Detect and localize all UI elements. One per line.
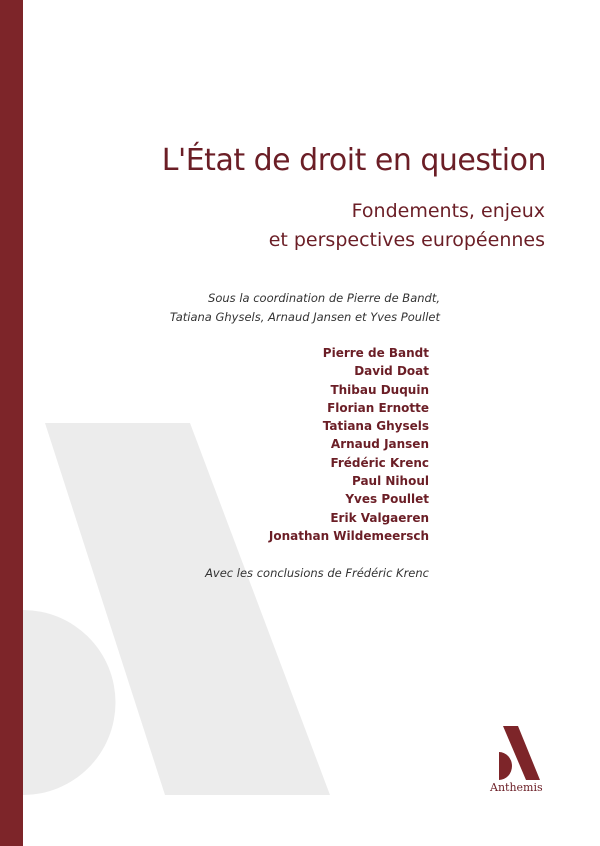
author: Frédéric Krenc [330, 455, 429, 470]
author: Yves Poullet [345, 492, 429, 507]
author: Pierre de Bandt [322, 346, 429, 360]
author: Paul Nihoul [351, 474, 429, 489]
coordination [170, 289, 440, 327]
coordination-line: Sous la coordination de Pierre de Bandt, [208, 291, 440, 305]
author: Florian Ernotte [327, 400, 429, 415]
publisher-name: Anthemis [490, 781, 543, 794]
author-list [269, 344, 429, 545]
author: David Doat [354, 364, 429, 379]
subtitle-line: Fondements, enjeux [351, 200, 545, 222]
author: Jonathan Wildemeersch [268, 528, 429, 543]
book-title: L'État de droit en question [161, 143, 546, 178]
subtitle-line: et perspectives européennes [268, 229, 545, 251]
author: Tatiana Ghysels [322, 419, 429, 434]
conclusions-note: Avec les conclusions de Frédéric Krenc [205, 566, 429, 580]
book-subtitle [269, 197, 545, 255]
coordination-line: Tatiana Ghysels, Arnaud Jansen et Yves Poullet [169, 310, 440, 324]
author: Thibau Duquin [330, 382, 429, 397]
author: Arnaud Jansen [330, 437, 429, 452]
anthemis-logo-icon [493, 725, 545, 781]
author: Erik Valgaeren [330, 510, 429, 525]
half-disc [23, 610, 116, 795]
